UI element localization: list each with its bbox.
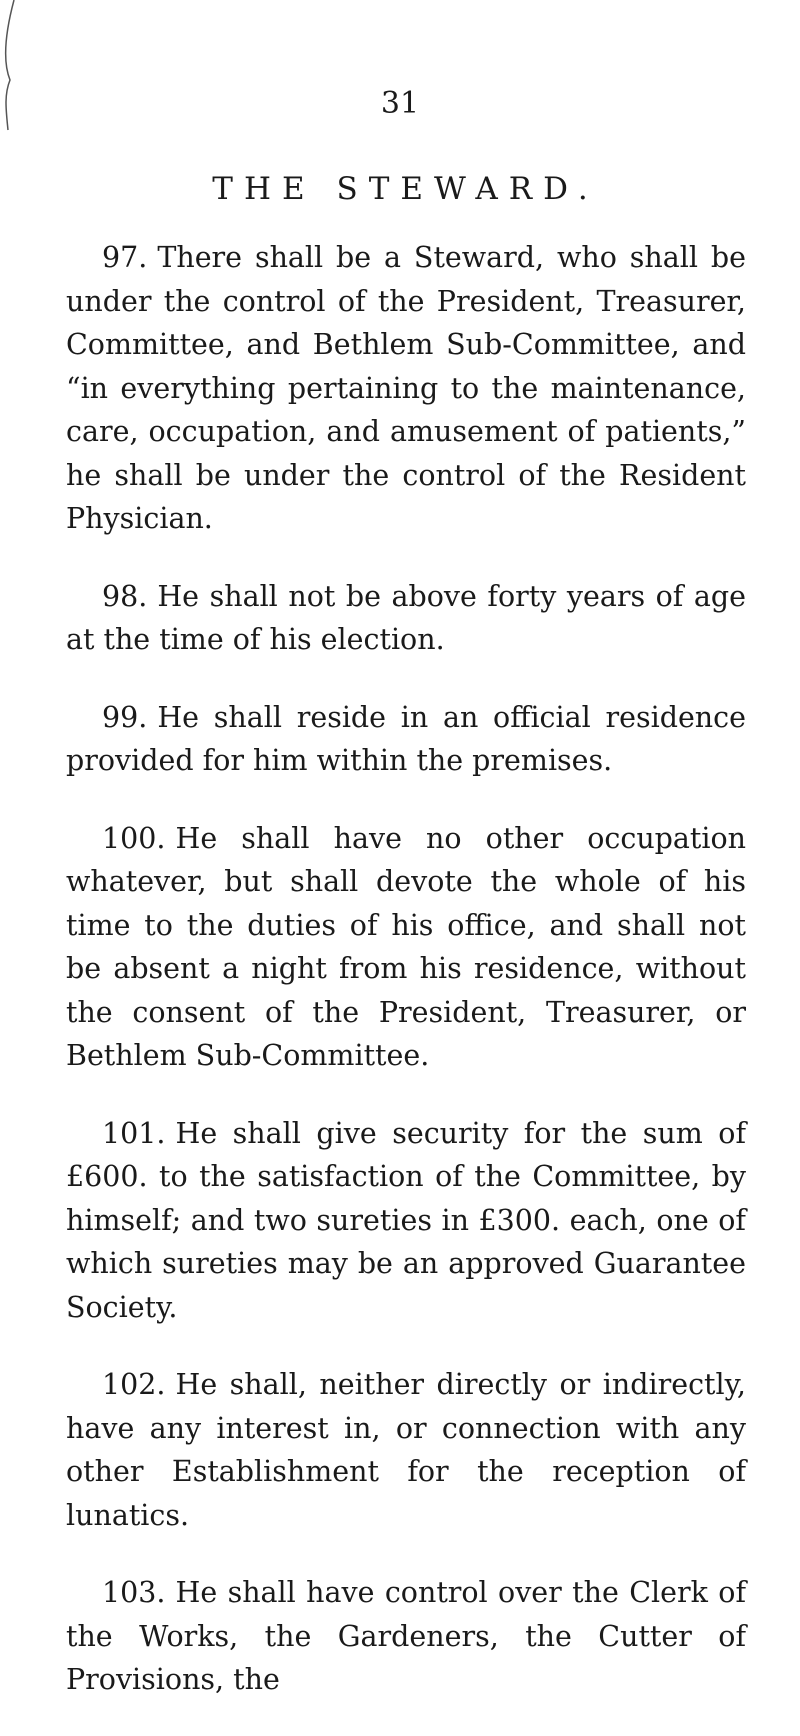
- paragraph-text: He shall not be above forty years of age at the time of his election.: [66, 579, 746, 656]
- paragraph-102: [66, 1363, 746, 1537]
- paragraph-number: 102.: [102, 1368, 166, 1401]
- paragraph-number: 97.: [102, 241, 148, 274]
- paragraph-number: 103.: [102, 1576, 166, 1609]
- paragraph-text: He shall reside in an official residence provided for him within the premises.: [66, 700, 746, 777]
- paragraph-100: [66, 817, 746, 1078]
- paragraph-number: 100.: [102, 821, 166, 855]
- page-number: 31: [380, 86, 420, 121]
- paragraph-text: He shall give security for the sum of £600. to the satisfaction of the Committee, by himself; and two sureties in £300. each, one of which sureties may be an approved Guarantee Society.: [66, 1116, 746, 1324]
- paragraph-103: [66, 1571, 746, 1702]
- paragraph-text: He shall have no other occupation whatever, but shall devote the whole of his time to the duties of his office, and shall not be absent a night from his residence, without the consent of the President, Treasurer, or Bethlem Sub-Committee.: [66, 821, 746, 1072]
- paragraph-number: 98.: [102, 579, 148, 613]
- paragraph-number: 101.: [102, 1116, 166, 1150]
- body-text: [66, 236, 746, 1736]
- paragraph-97: [66, 236, 746, 541]
- paragraph-text: He shall, neither directly or indirectly, have any interest in, or connection with any other Establishment for the reception of lunatics.: [66, 1368, 746, 1532]
- paragraph-text: He shall have control over the Clerk of the Works, the Gardeners, the Cutter of Provisions, the: [66, 1576, 746, 1696]
- paragraph-text: There shall be a Steward, who shall be under the control of the President, Treasurer, Committee, and Bethlem Sub-Committee, and “in everything pertaining to the maintenance, care, occupation, and amusement of patients,” he shall be under the control of the Resident Physician.: [66, 241, 746, 535]
- paragraph-99: [66, 696, 746, 783]
- paragraph-98: [66, 575, 746, 662]
- section-heading: THE STEWARD.: [212, 171, 599, 207]
- paragraph-number: 99.: [102, 700, 148, 734]
- paragraph-101: [66, 1112, 746, 1330]
